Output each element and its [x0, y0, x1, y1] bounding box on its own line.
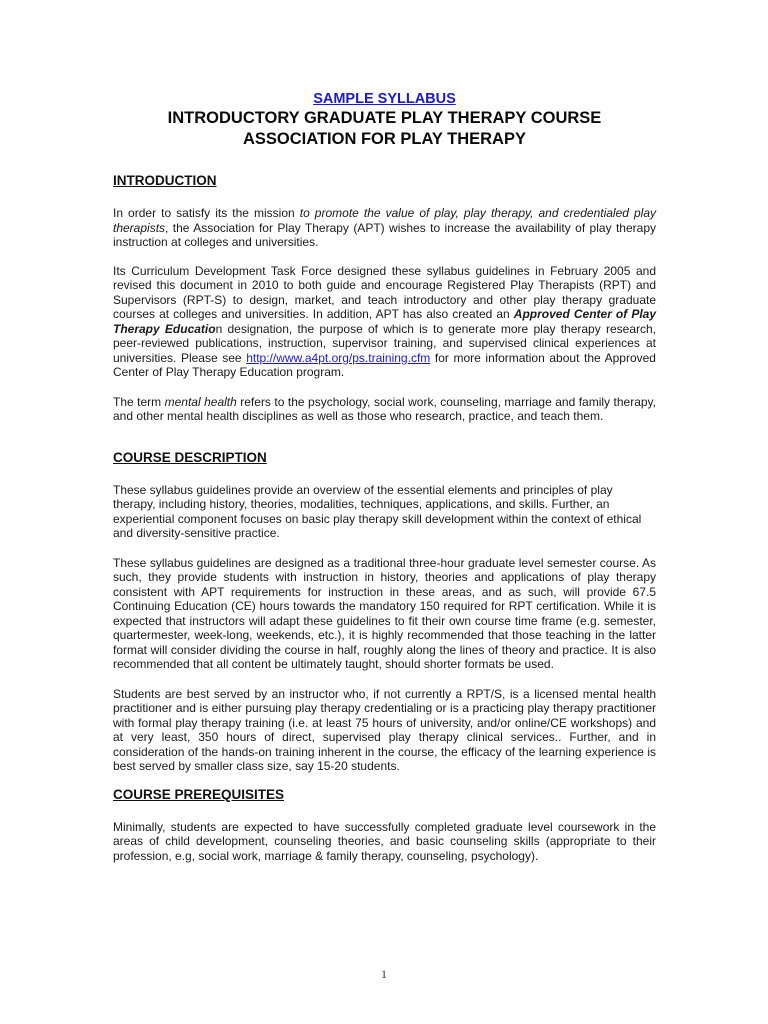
text-span: n designation, the purpose of which is to generate more play therapy research, peer-reviewed publications, instruction, supervisor training, and supervised clinical experiences at universities. Please see	[113, 321, 656, 365]
text-span: The term	[113, 394, 165, 409]
text-span: In order to satisfy its the mission	[113, 206, 300, 220]
document-page	[113, 90, 656, 863]
mental-health-italic-text: mental health	[164, 394, 237, 409]
a4pt-training-link[interactable]: http://www.a4pt.org/ps.training.cfm	[246, 350, 431, 365]
text-span: refers to the psychology, social work, counseling, marriage and family therapy, and other mental health disciplines as well as those who research, practice, and teach them.	[113, 394, 656, 423]
course-prerequisites-heading: COURSE PREREQUISITES	[113, 786, 285, 802]
mission-italic-text: to promote the value of play, play therapy, and credentialed play therapists	[113, 206, 657, 235]
approved-center-text: Approved Center of Play Therapy Educatio	[113, 307, 656, 336]
sample-syllabus-link[interactable]: SAMPLE SYLLABUS	[313, 91, 456, 107]
prerequisites-paragraph-1: Minimally, students are expected to have successfully completed graduate level coursework in the areas of child development, counseling theories, and basic counseling skills (appropriate to their profession, e.g, social work, marriage & family therapy, counseling, psychology).	[113, 819, 656, 863]
course-title: INTRODUCTORY GRADUATE PLAY THERAPY COURSE	[167, 109, 602, 127]
text-span: , the Association for Play Therapy (APT) wishes to increase the availability of play therapy instruction at colleges and universities.	[113, 220, 656, 249]
page-number: 1	[381, 967, 387, 981]
description-paragraph-3: Students are best served by an instructor who, if not currently a RPT/S, is a licensed mental health practitioner and is either pursuing play therapy credentialing or is a practicing play therapy practitioner with formal play therapy training (i.e. at least 75 hours of university, and/or online/CE workshops) and at very least, 350 hours of direct, supervised play therapy clinical services.. Further, and in consideration of the hands-on training inherent in the course, the efficacy of the learning experience is best served by smaller class size, say 15-20 students.	[113, 686, 656, 773]
document-header	[113, 90, 656, 150]
introduction-heading: INTRODUCTION	[113, 173, 217, 188]
text-span: for more information about the Approved Center of Play Therapy Education program.	[113, 350, 656, 379]
intro-paragraph-1	[113, 206, 656, 250]
course-description-heading: COURSE DESCRIPTION	[113, 449, 267, 465]
organization-title: ASSOCIATION FOR PLAY THERAPY	[243, 130, 526, 148]
description-paragraph-2: These syllabus guidelines are designed as a traditional three-hour graduate level semester course. As such, they provide students with instruction in history, theories and applications of play therapy consistent with APT requirements for instruction in these areas, and as such, will provide 67.5 Continuing Education (CE) hours towards the mandatory 150 required for RPT certification. While it is expected that instructors will adapt these guidelines to fit their own course time frame (e.g. semester, quartermester, week-long, weekends, etc.), it is highly recommended that those teaching in the latter format will consider dividing the course in half, roughly along the lines of theory and practice. It is also recommended that all content be ultimately taught, should shorter formats be used.	[113, 555, 656, 671]
intro-paragraph-3	[113, 395, 656, 424]
intro-paragraph-2	[113, 264, 656, 380]
text-span: Its Curriculum Development Task Force designed these syllabus guidelines in February 2005 and revised this document in 2010 to both guide and encourage Registered Play Therapists (RPT) and Supervisors (RPT-S) to design, market, and teach introductory and other play therapy graduate courses at colleges and universities. In addition, APT has also created an	[113, 263, 656, 321]
description-paragraph-1: These syllabus guidelines provide an overview of the essential elements and principles of play therapy, including history, theories, modalities, techniques, applications, and skills. Further, an experiential component focuses on basic play therapy skill development within the context of ethical and diversity-sensitive practice.	[113, 482, 642, 540]
